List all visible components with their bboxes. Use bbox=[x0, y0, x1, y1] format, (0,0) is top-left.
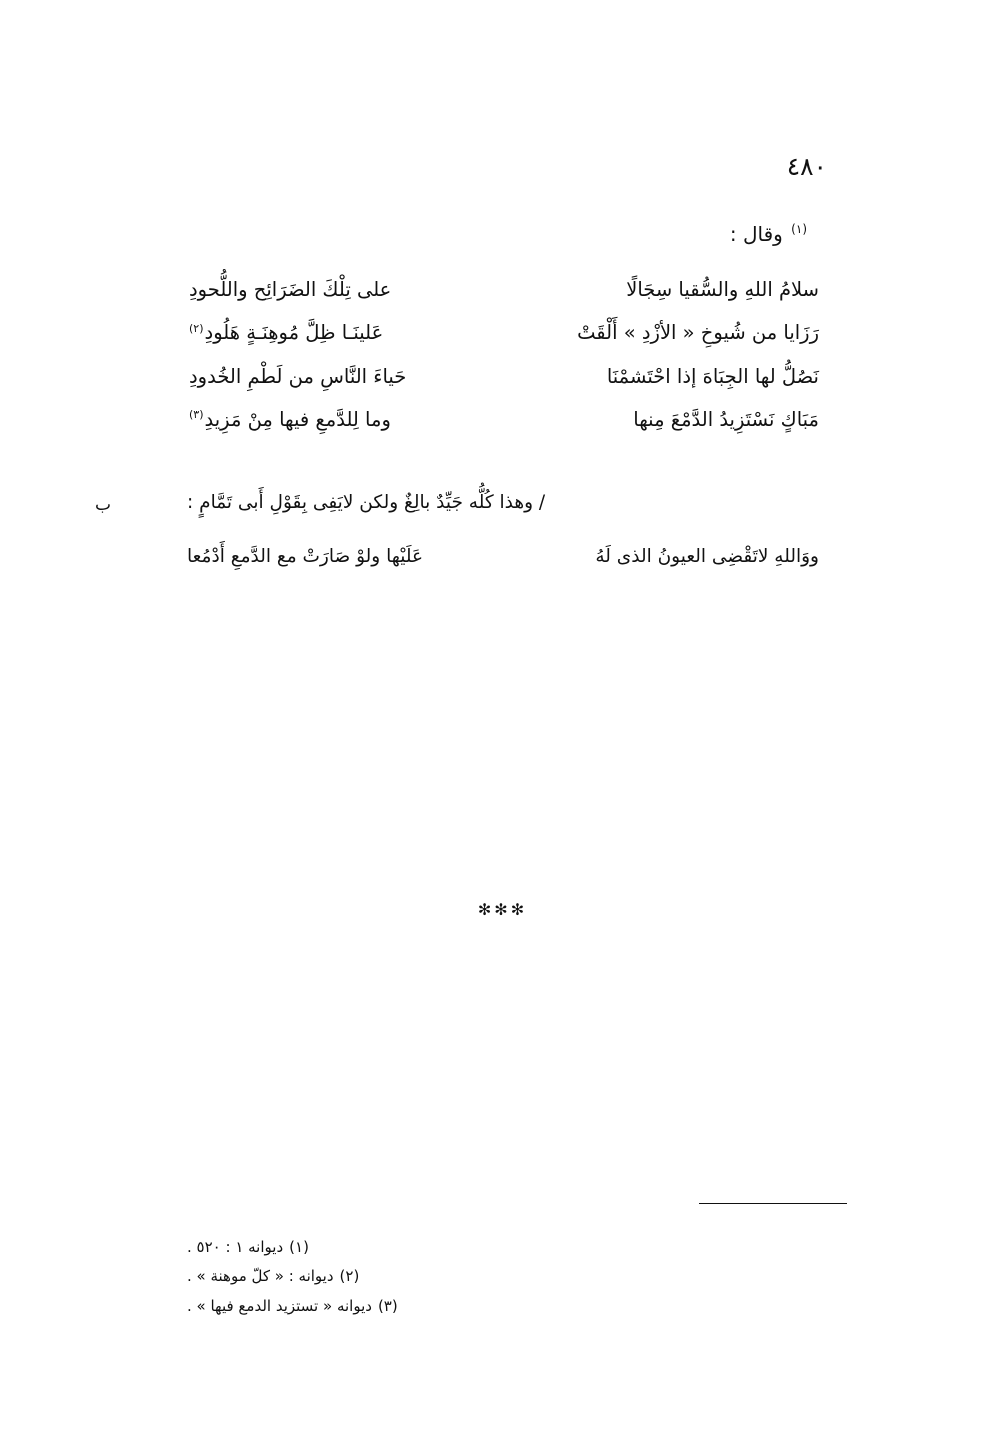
hemistich-second: حَياءَ النَّاسِ من لَطْمِ الخُدودِ bbox=[189, 364, 407, 388]
page-number: ٤٨٠ bbox=[786, 152, 827, 181]
footnote-number: (١) bbox=[289, 1238, 309, 1256]
footnote-item bbox=[187, 1233, 827, 1262]
hemistich-first: ووَاللهِ لاتَقْضِى العيونُ الذى لَهُ bbox=[595, 546, 819, 567]
hemistich-second bbox=[189, 318, 519, 347]
footnote-text: ديوانه ١ : ٥٢٠ . bbox=[187, 1238, 284, 1256]
verse-line bbox=[187, 362, 827, 391]
footnote-item bbox=[187, 1262, 827, 1291]
hemistich-first: رَزَايا من شُيوخِ « الأزْدِ » أَلْقَتْ bbox=[577, 321, 819, 345]
hemistich-second: على تِلْكَ الضَرَائِح واللُّحودِ bbox=[189, 278, 392, 301]
intro-line bbox=[730, 222, 807, 246]
verse-footnote-marker: (٣) bbox=[189, 408, 204, 422]
intro-text: وقال : bbox=[729, 222, 783, 246]
hemistich-second bbox=[189, 405, 519, 434]
footnote-item bbox=[187, 1292, 827, 1321]
footnotes-area bbox=[187, 1233, 827, 1321]
hemistich-second-text: وما لِلدَّمعِ فيها مِنْ مَزِيدِ bbox=[204, 407, 391, 431]
footnote-text: ديوانه « تستزيد الدمع فيها » . bbox=[187, 1296, 372, 1315]
footnote-number: (٣) bbox=[377, 1296, 398, 1315]
verse-line bbox=[187, 275, 827, 304]
hemistich-second-text: عَلينَـا ظِلَّ مُوهِنَـةٍ هَلُودِ bbox=[204, 321, 384, 345]
intro-footnote-marker: (١) bbox=[791, 222, 807, 237]
prose-commentary: / وهذا كُلُّه جَيِّدٌ بالِغٌ ولكن لايَفِى بِقَوْلِ أَبى تَمَّامٍ : bbox=[187, 492, 546, 513]
footnote-divider bbox=[699, 1203, 847, 1204]
footnote-text: ديوانه : « كلّ موهنة » . bbox=[187, 1267, 334, 1286]
hemistich-first: مَبَاكٍ نَسْتَزِيدُ الدَّمْعَ مِنها bbox=[633, 407, 819, 431]
verse-block bbox=[187, 275, 827, 448]
section-separator: ✻✻✻ bbox=[477, 900, 528, 919]
verse-line bbox=[187, 318, 827, 347]
hemistich-first: نَصُلُّ لها الجِبَاهَ إذا احْتَشمْنَا bbox=[606, 364, 819, 388]
folio-marker: ب bbox=[95, 495, 112, 515]
hemistich-first: سلامُ اللهِ والسُّقيا سِجَالًا bbox=[626, 278, 819, 301]
verse-line bbox=[187, 405, 827, 434]
footnote-number: (٢) bbox=[339, 1267, 360, 1286]
verse-footnote-marker: (٢) bbox=[189, 321, 204, 335]
hemistich-second: عَلَيْها ولوْ صَارَتْ مع الدَّمعِ أَدْمُعا bbox=[187, 546, 423, 567]
final-verse-line bbox=[187, 543, 827, 571]
